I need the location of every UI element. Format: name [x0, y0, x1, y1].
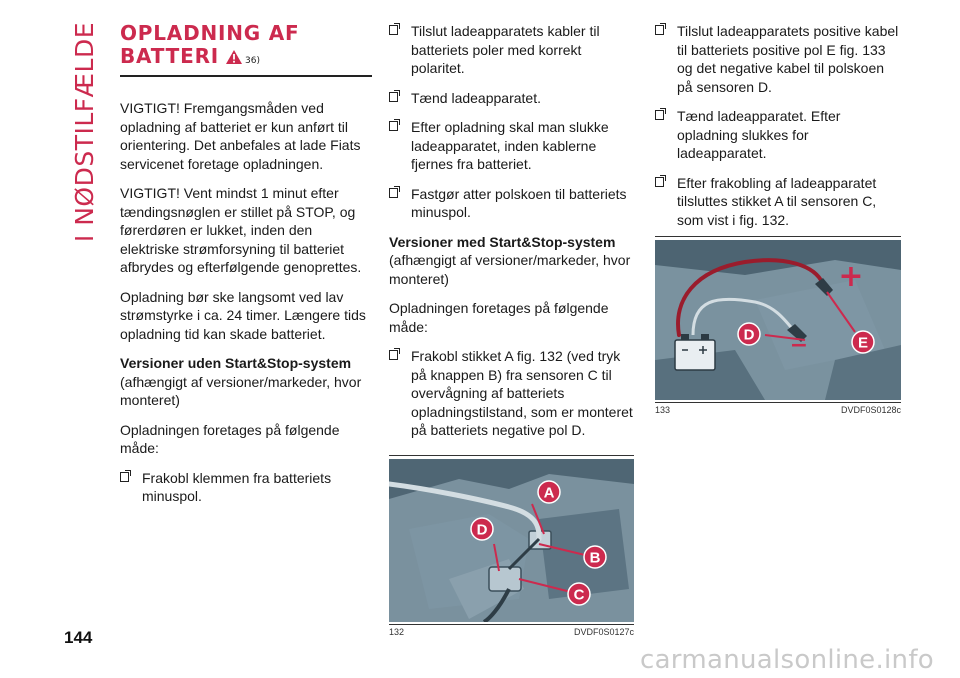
callout-b	[584, 546, 606, 568]
list-item: Tilslut ladeapparatets kabler til batteriets poler med korrekt polaritet.	[389, 22, 634, 78]
figure-code: DVDF0S0127c	[573, 627, 634, 637]
checkbox-bullet-icon	[389, 188, 398, 198]
figure-caption	[655, 402, 901, 415]
checkbox-bullet-icon	[389, 350, 398, 360]
figure-133	[655, 236, 901, 415]
warning-reference: 36)	[245, 56, 260, 66]
checkbox-bullet-icon	[389, 92, 398, 102]
figure-number: 132	[389, 627, 405, 637]
list-item: Efter frakobling af ladeapparatet tilsluttes stikket A til sensoren C, som vist i fig. 132.	[655, 174, 901, 230]
callout-a	[538, 481, 560, 503]
subheading-with-start-stop: Versioner med Start&Stop-system	[389, 233, 616, 250]
battery-icon	[675, 334, 715, 370]
paragraph-charging-time: Opladning bør ske langsomt ved lav strømstyrke i ca. 24 timer. Længere tids opladning tid kan skade batteriet.	[120, 288, 366, 342]
callout-c	[568, 583, 590, 605]
plus-sign: +	[838, 259, 864, 294]
page-number: 144	[64, 628, 93, 647]
heading-rule	[120, 75, 372, 77]
paragraph-procedure-intro: Opladningen foretages på følgende måde:	[389, 300, 609, 335]
list-item: Frakobl klemmen fra batteriets minuspol.	[120, 469, 372, 506]
warning-triangle-icon	[225, 47, 243, 70]
heading-line1: OPLADNING AF	[120, 21, 300, 45]
callout-e	[852, 331, 874, 353]
svg-text:A: A	[543, 484, 555, 502]
heading-line2: BATTERI	[120, 44, 220, 68]
section-heading	[120, 22, 372, 73]
column-right	[655, 22, 901, 229]
svg-text:C: C	[573, 586, 585, 604]
list-item: Efter opladning skal man slukke ladeapparatet, inden kablerne fjernes fra batteriet.	[389, 118, 634, 174]
figure-number: 133	[655, 405, 671, 415]
callout-d	[471, 518, 493, 540]
chapter-title-text: I NØDSTILFÆLDE	[69, 22, 99, 243]
paragraph-procedure-intro: Opladningen foretages på følgende måde:	[120, 421, 340, 456]
svg-text:B: B	[589, 549, 601, 567]
chapter-side-title	[62, 22, 106, 243]
figure-caption	[389, 624, 634, 637]
battery-sensor-photo	[389, 459, 634, 622]
subheading-note: (afhængigt af versioner/markeder, hvor monteret)	[120, 373, 362, 408]
list-item: Tænd ladeapparatet. Efter opladning slukkes for ladeapparatet.	[655, 107, 901, 163]
figure-132	[389, 455, 634, 637]
subheading-without-start-stop: Versioner uden Start&Stop-system	[120, 355, 352, 371]
column-left	[120, 22, 372, 506]
svg-text:D: D	[743, 326, 755, 344]
callout-d	[738, 323, 760, 345]
checkbox-bullet-icon	[655, 25, 664, 35]
paragraph-important-1: VIGTIGT! Fremgangsmåden ved opladning af batteriet er kun anført til orientering. Det anbefales at lade Fiats servicenet foretage opladningen.	[120, 100, 361, 172]
list-item: Tænd ladeapparatet.	[389, 89, 634, 108]
svg-text:D: D	[476, 521, 488, 539]
battery-charger-photo	[655, 240, 901, 400]
list-item: Fastgør atter polskoen til batteriets minuspol.	[389, 185, 634, 222]
figure-code: DVDF0S0128c	[840, 405, 901, 415]
list-item: Frakobl stikket A fig. 132 (ved tryk på knappen B) fra sensoren C til overvågning af batteriets opladningstilstand, som er monteret på batteriets negative pol D.	[389, 347, 634, 440]
column-middle	[389, 22, 634, 440]
subheading-note: (afhængigt af versioner/markeder, hvor monteret)	[389, 252, 631, 287]
checkbox-bullet-icon	[120, 472, 129, 482]
watermark: carmanualsonline.info	[639, 645, 934, 675]
checkbox-bullet-icon	[655, 177, 664, 187]
list-item: Tilslut ladeapparatets positive kabel til batteriets positive pol E fig. 133 og det negative kabel til polskoen på sensoren D.	[655, 22, 901, 96]
checkbox-bullet-icon	[389, 25, 398, 35]
checkbox-bullet-icon	[389, 121, 398, 131]
minus-sign: −	[789, 333, 809, 358]
svg-text:E: E	[857, 334, 869, 352]
paragraph-important-2: VIGTIGT! Vent mindst 1 minut efter tændingsnøglen er stillet på STOP, og førerdøren er lukket, inden den elektriske strømforsyning til batteriet afbrydes og efterfølgende genoprettes.	[120, 185, 362, 275]
checkbox-bullet-icon	[655, 110, 664, 120]
